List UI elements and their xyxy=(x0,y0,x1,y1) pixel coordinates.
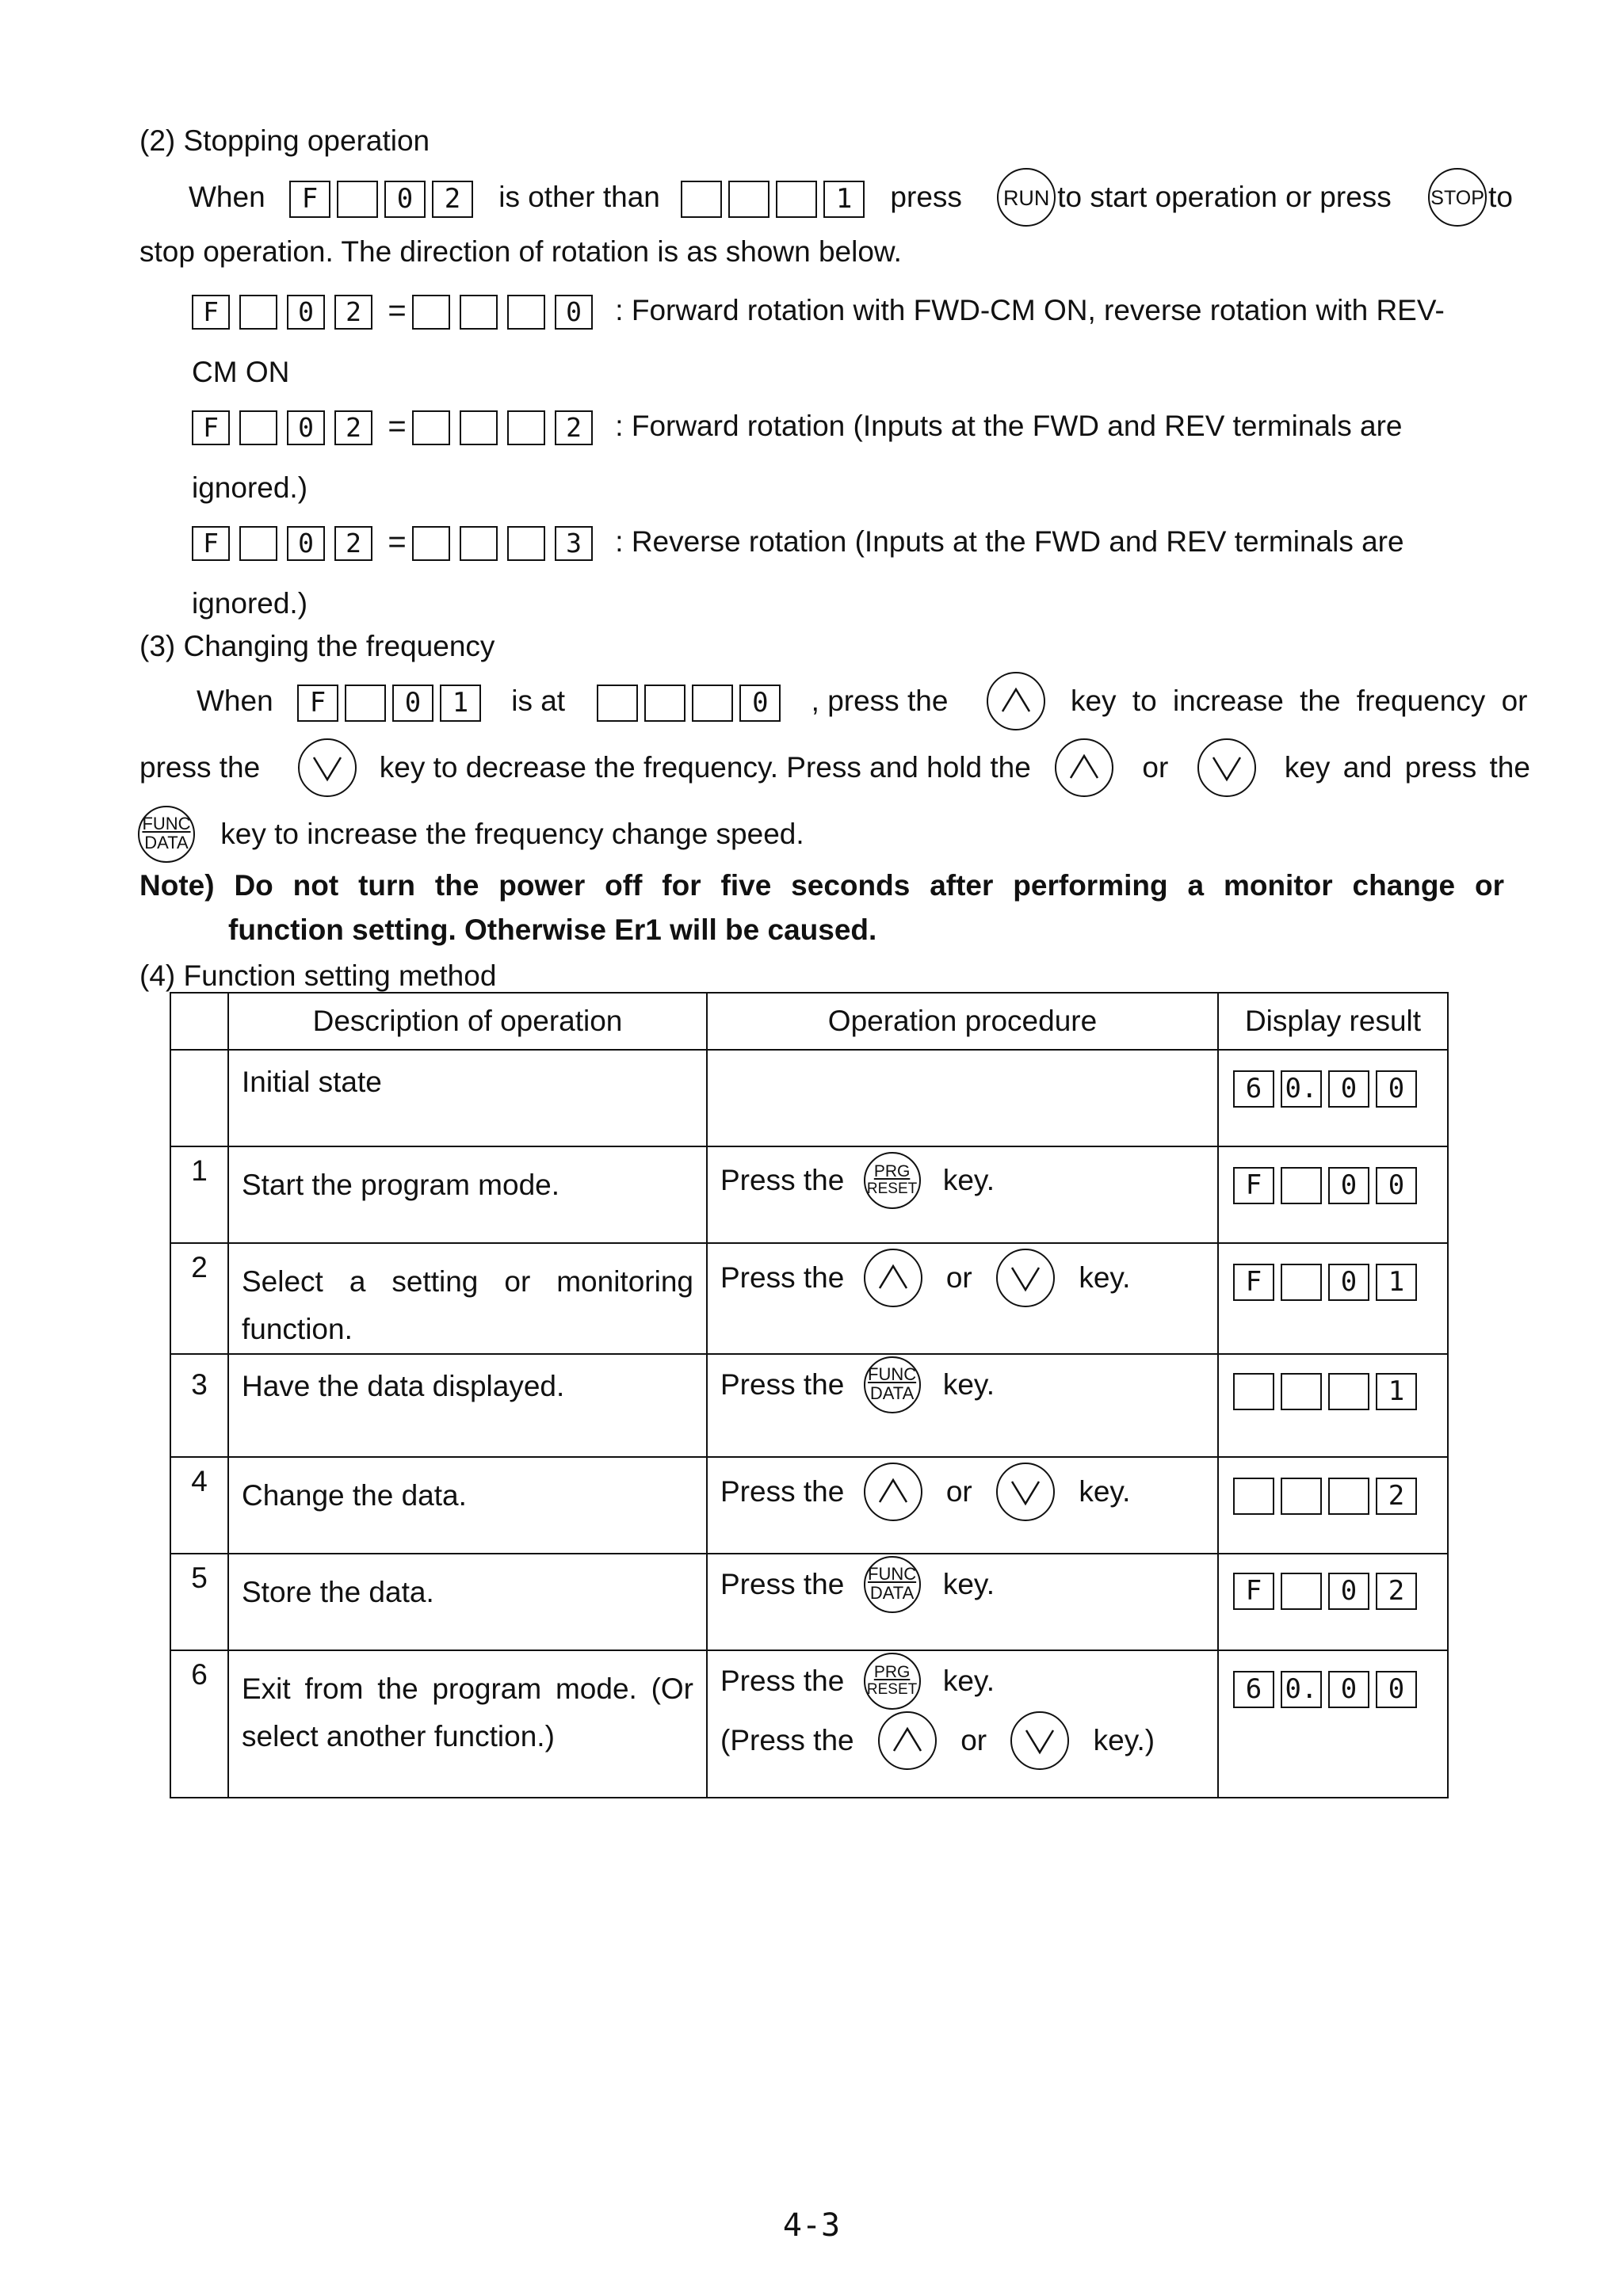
seg-digit xyxy=(507,526,545,561)
start-text: to start operation or press xyxy=(1057,181,1392,213)
seg-digit xyxy=(412,526,450,561)
press-the-paren-label: (Press the xyxy=(720,1724,854,1756)
or-label: or xyxy=(945,1261,972,1294)
seg-digit xyxy=(1281,1373,1322,1410)
equals-sign: = xyxy=(388,524,407,560)
seg-digit xyxy=(1328,1478,1369,1515)
seg-digit: 0 xyxy=(1376,1671,1417,1708)
decrease-text: key to decrease the frequency. Press and hold the xyxy=(379,751,1031,784)
seg-digit: 2 xyxy=(334,526,372,561)
run-key-label: RUN xyxy=(1002,186,1050,210)
section-3-line3 xyxy=(138,803,804,864)
seg-digit: 0 xyxy=(1328,1264,1369,1301)
seg-digit: 0. xyxy=(1281,1671,1322,1708)
seg-digit: 0 xyxy=(739,685,781,722)
stop-key-label: STOP xyxy=(1430,187,1484,209)
seg-digit xyxy=(412,295,450,330)
prg-key-top: PRG xyxy=(873,1663,911,1681)
prg-key-bottom: RESET xyxy=(866,1180,918,1197)
increase-text: key to increase the frequency or xyxy=(1070,685,1528,718)
row-description: Initial state xyxy=(242,1066,382,1098)
table-row xyxy=(170,1050,1448,1146)
key-label: key. xyxy=(942,1665,995,1697)
func-key-top: FUNC xyxy=(868,1564,917,1584)
seg-digit xyxy=(412,410,450,445)
rotation-text: : Forward rotation with FWD-CM ON, reverse rotation with REV- xyxy=(615,294,1445,327)
key-label: key. xyxy=(1079,1261,1131,1294)
header-number xyxy=(170,993,228,1050)
row-description: Start the program mode. xyxy=(242,1169,560,1201)
press-label: press xyxy=(890,181,962,213)
seg-digit xyxy=(460,526,498,561)
seg-digit xyxy=(692,685,733,722)
seg-digit: 0 xyxy=(392,685,433,722)
header-procedure: Operation procedure xyxy=(707,993,1218,1050)
up-arrow-key-icon xyxy=(987,672,1045,730)
press-the-label: press the xyxy=(139,751,261,784)
is-other-than-label: is other than xyxy=(498,181,660,213)
seg-digit: F xyxy=(192,295,230,330)
row-display-cell xyxy=(1218,1243,1448,1354)
rotation-row-1 xyxy=(192,288,1504,331)
note-line1: Note) Do not turn the power off for five seconds after performing a monitor change or xyxy=(139,869,1504,902)
display-result xyxy=(1233,1160,1423,1207)
row-procedure-cell xyxy=(707,1650,1218,1798)
when-label: When xyxy=(197,685,273,718)
seg-digit: 1 xyxy=(1376,1373,1417,1410)
or-label: or xyxy=(945,1475,972,1508)
table-row xyxy=(170,1650,1448,1798)
seg-digit: 1 xyxy=(440,685,481,722)
seg-digit xyxy=(345,685,386,722)
header-display: Display result xyxy=(1218,993,1448,1050)
up-arrow-key-icon xyxy=(864,1463,922,1521)
display-code-left xyxy=(192,521,382,563)
rotation-row-3-cont: ignored.) xyxy=(192,587,308,620)
func-key-bottom: DATA xyxy=(869,1383,915,1403)
seg-digit xyxy=(239,410,277,445)
press-the-label: Press the xyxy=(720,1368,845,1401)
seg-digit xyxy=(460,410,498,445)
function-setting-table xyxy=(170,992,1449,1798)
row-description: Have the data displayed. xyxy=(242,1370,565,1402)
seg-digit xyxy=(776,181,817,218)
seg-digit: F xyxy=(1233,1573,1274,1610)
row-description: Select a setting or monitoring function. xyxy=(242,1265,693,1345)
prg-reset-key-icon xyxy=(864,1152,921,1209)
rotation-row-2-cont: ignored.) xyxy=(192,471,308,504)
section-2-line1 xyxy=(189,168,1513,227)
func-data-key-icon xyxy=(864,1556,921,1613)
press-the-label: Press the xyxy=(720,1475,845,1508)
display-code-right xyxy=(412,406,602,447)
run-key-icon xyxy=(997,168,1056,227)
down-arrow-key-icon xyxy=(996,1249,1055,1307)
row-number: 5 xyxy=(170,1554,228,1650)
display-code-left xyxy=(192,290,382,331)
table-row xyxy=(170,1457,1448,1554)
seg-digit: F xyxy=(192,526,230,561)
section-4-heading: (4) Function setting method xyxy=(139,959,497,992)
func-key-bottom: DATA xyxy=(869,1583,915,1603)
seg-digit: F xyxy=(192,410,230,445)
row-number: 6 xyxy=(170,1650,228,1798)
row-number: 2 xyxy=(170,1243,228,1354)
up-arrow-key-icon xyxy=(864,1249,922,1307)
key-label: key. xyxy=(1079,1475,1131,1508)
row-description-cell xyxy=(228,1146,707,1243)
display-code-f01 xyxy=(297,672,487,730)
seg-digit: 0. xyxy=(1281,1070,1322,1108)
seg-digit: 2 xyxy=(1376,1573,1417,1610)
row-description-cell xyxy=(228,1354,707,1457)
row-description: Change the data. xyxy=(242,1479,467,1512)
down-arrow-key-icon xyxy=(996,1463,1055,1521)
equals-sign: = xyxy=(388,293,407,329)
display-code-f02 xyxy=(289,174,479,220)
section-2-heading: (2) Stopping operation xyxy=(139,124,430,157)
rotation-row-3 xyxy=(192,520,1504,563)
seg-digit: F xyxy=(289,181,330,218)
seg-digit: 6 xyxy=(1233,1671,1274,1708)
seg-digit: 0 xyxy=(287,526,325,561)
page-number: 4-3 xyxy=(782,2207,841,2244)
func-key-top: FUNC xyxy=(868,1364,917,1384)
seg-digit: 0 xyxy=(555,295,593,330)
row-description-cell xyxy=(228,1650,707,1798)
row-description: Store the data. xyxy=(242,1576,434,1608)
is-at-label: is at xyxy=(511,685,566,718)
display-code-right xyxy=(412,290,602,331)
row-procedure-cell xyxy=(707,1243,1218,1354)
func-data-key-icon xyxy=(138,806,195,863)
seg-digit: 0 xyxy=(1328,1671,1369,1708)
table-header-row xyxy=(170,993,1448,1050)
func-key-bottom: DATA xyxy=(144,833,189,853)
seg-digit: 1 xyxy=(823,181,865,218)
up-arrow-key-icon xyxy=(878,1711,937,1770)
display-result xyxy=(1233,1470,1423,1518)
press-the-label: Press the xyxy=(720,1261,845,1294)
prg-reset-key-icon xyxy=(864,1653,921,1710)
seg-digit xyxy=(1233,1373,1274,1410)
rotation-text: : Forward rotation (Inputs at the FWD and REV terminals are xyxy=(615,410,1403,443)
press-the-label: Press the xyxy=(720,1665,845,1697)
equals-sign: = xyxy=(388,409,407,444)
seg-digit xyxy=(644,685,685,722)
row-display-cell xyxy=(1218,1457,1448,1554)
section-2-line2: stop operation. The direction of rotation is as shown below. xyxy=(139,235,902,268)
func-key-top: FUNC xyxy=(142,814,191,834)
row-description-cell xyxy=(228,1554,707,1650)
seg-digit xyxy=(337,181,378,218)
row-display-cell xyxy=(1218,1146,1448,1243)
seg-digit: 0 xyxy=(287,295,325,330)
press-the-label: Press the xyxy=(720,1568,845,1600)
stop-key-icon xyxy=(1428,168,1487,227)
rotation-row-2 xyxy=(192,404,1504,447)
seg-digit: 3 xyxy=(555,526,593,561)
prg-key-top: PRG xyxy=(873,1162,911,1180)
seg-digit xyxy=(728,181,769,218)
seg-digit xyxy=(597,685,638,722)
row-number: 4 xyxy=(170,1457,228,1554)
seg-digit: 0 xyxy=(1376,1070,1417,1108)
or-label: or xyxy=(960,1724,987,1756)
key-paren-label: key.) xyxy=(1093,1724,1155,1756)
seg-digit xyxy=(1281,1478,1322,1515)
key-label: key. xyxy=(942,1568,995,1600)
key-and-press-text: key and press the xyxy=(1284,751,1530,784)
seg-digit: 6 xyxy=(1233,1070,1274,1108)
seg-digit: 2 xyxy=(1376,1478,1417,1515)
press-the-label: Press the xyxy=(720,1164,845,1196)
row-procedure-cell xyxy=(707,1354,1218,1457)
seg-digit xyxy=(507,295,545,330)
row-procedure-cell xyxy=(707,1457,1218,1554)
display-result xyxy=(1233,1366,1423,1413)
func-data-key-icon xyxy=(864,1356,921,1413)
row-description: Exit from the program mode. (Or select another function.) xyxy=(242,1672,693,1753)
or-label: or xyxy=(1142,751,1169,784)
display-result xyxy=(1233,1257,1423,1304)
row-display-cell xyxy=(1218,1554,1448,1650)
seg-digit: 2 xyxy=(432,181,473,218)
table-row xyxy=(170,1243,1448,1354)
display-code-left xyxy=(192,406,382,447)
rotation-text: : Reverse rotation (Inputs at the FWD and REV terminals are xyxy=(615,525,1404,559)
header-description: Description of operation xyxy=(228,993,707,1050)
seg-digit: 0 xyxy=(1328,1573,1369,1610)
speed-text: key to increase the frequency change speed. xyxy=(220,818,804,851)
key-label: key. xyxy=(942,1368,995,1401)
row-display-cell xyxy=(1218,1650,1448,1798)
seg-digit xyxy=(1233,1478,1274,1515)
display-result xyxy=(1233,1566,1423,1613)
seg-digit: F xyxy=(1233,1167,1274,1204)
seg-digit xyxy=(507,410,545,445)
note-line2: function setting. Otherwise Er1 will be caused. xyxy=(228,913,877,946)
table-row xyxy=(170,1146,1448,1243)
rotation-row-1-cont: CM ON xyxy=(192,356,290,388)
down-arrow-key-icon xyxy=(1197,738,1256,797)
seg-digit: 0 xyxy=(287,410,325,445)
row-description-cell xyxy=(228,1457,707,1554)
when-label: When xyxy=(189,181,265,213)
section-3-line1 xyxy=(197,670,1527,730)
display-result xyxy=(1233,1063,1423,1111)
display-result xyxy=(1233,1664,1423,1711)
row-procedure-cell xyxy=(707,1146,1218,1243)
down-arrow-key-icon xyxy=(298,738,357,797)
table-row xyxy=(170,1354,1448,1457)
seg-digit xyxy=(460,295,498,330)
row-number: 1 xyxy=(170,1146,228,1243)
section-3-line2 xyxy=(139,737,1530,797)
row-description-cell xyxy=(228,1050,707,1146)
up-arrow-key-icon xyxy=(1055,738,1113,797)
seg-digit xyxy=(1328,1373,1369,1410)
seg-digit xyxy=(681,181,722,218)
display-code-0001 xyxy=(681,174,871,220)
row-procedure-cell xyxy=(707,1050,1218,1146)
seg-digit xyxy=(239,526,277,561)
display-code-0000 xyxy=(597,672,787,730)
seg-digit xyxy=(1281,1573,1322,1610)
seg-digit: F xyxy=(1233,1264,1274,1301)
table-row xyxy=(170,1554,1448,1650)
seg-digit xyxy=(1281,1264,1322,1301)
prg-key-bottom: RESET xyxy=(866,1681,918,1698)
seg-digit: 0 xyxy=(1328,1167,1369,1204)
row-display-cell xyxy=(1218,1354,1448,1457)
section-3-heading: (3) Changing the frequency xyxy=(139,630,495,662)
seg-digit: 0 xyxy=(384,181,426,218)
row-number xyxy=(170,1050,228,1146)
down-arrow-key-icon xyxy=(1010,1711,1069,1770)
display-code-right xyxy=(412,521,602,563)
row-display-cell xyxy=(1218,1050,1448,1146)
seg-digit: 1 xyxy=(1376,1264,1417,1301)
key-label: key. xyxy=(942,1164,995,1196)
seg-digit: 0 xyxy=(1376,1167,1417,1204)
to-label: to xyxy=(1488,181,1513,213)
seg-digit: 0 xyxy=(1328,1070,1369,1108)
press-the-label: , press the xyxy=(811,685,949,718)
row-number: 3 xyxy=(170,1354,228,1457)
seg-digit: 2 xyxy=(334,295,372,330)
row-procedure-cell xyxy=(707,1554,1218,1650)
seg-digit: F xyxy=(297,685,338,722)
row-description-cell xyxy=(228,1243,707,1354)
seg-digit: 2 xyxy=(334,410,372,445)
seg-digit: 2 xyxy=(555,410,593,445)
seg-digit xyxy=(1281,1167,1322,1204)
seg-digit xyxy=(239,295,277,330)
